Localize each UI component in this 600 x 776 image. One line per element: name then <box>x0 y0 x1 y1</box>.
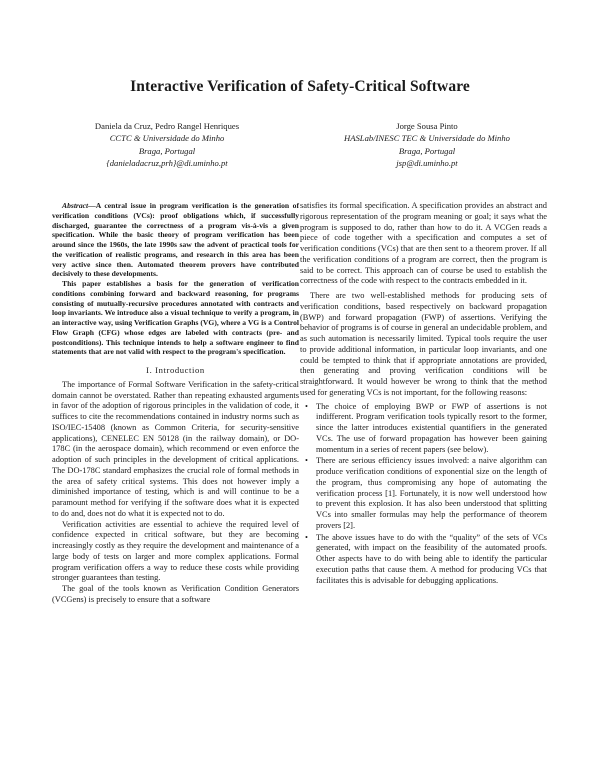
section-heading: I. Introduction <box>146 365 205 375</box>
abstract-paragraph-1 <box>52 201 299 279</box>
author-block-1 <box>52 120 282 170</box>
author-affiliation: HASLab/INESC TEC & Universidade do Minho <box>344 133 510 144</box>
author-block-2 <box>312 120 542 170</box>
author-affiliation: CCTC & Universidade do Minho <box>109 133 225 144</box>
list-item: • The choice of employing BWP or FWP of assertions is not indifferent. Program verification tools typically resort to the former, since the latter introduces existential quantifiers in the generated VCs. The use of forward propagation has however been gaining momentum in a series of recent papers (see below). <box>316 402 547 456</box>
intro-paragraph-2: Verification activities are essential to achieve the required level of confidence expected in critical software, but they are becoming increasingly costly as they require the development and maintenance of a large body of tests on larger and more complex applications. Formal program verification offers a way to reduce these costs while providing stronger guarantees than testing. <box>52 519 299 583</box>
abstract-paragraph-2: This paper establishes a basis for the generation of verification conditions combining forward and backward reasoning, for programs consisting of mutually-recursive procedures annotated with contracts and loop invariants. We introduce also a visual technique to verify a program, in an interactive way, using Verification Graphs (VG), where a VG is a Control Flow Graph (CFG) whose edges are labeled with contracts (pre- and postconditions). This technique intends to help a software engineer to find statements that are not valid with respect to the program's specification. <box>52 279 299 357</box>
list-item: • The above issues have to do with the “quality” of the sets of VCs generated, with impact on the feasibility of the automated proofs. Other aspects have to do with being able to identify the particular execution paths that cause them. A method for producing VCs that facilitates this is advisable for debugging applications. <box>316 533 547 587</box>
author-email: {danieladacruz,prh}@di.uminho.pt <box>106 158 228 169</box>
right-paragraph-1: satisfies its formal specification. A specification provides an abstract and rigorous representation of the program meaning or goal; it says what the program is supposed to do, rather than how to do it. A VCGen reads a piece of code together with a specification and computes a set of verification conditions (VCs) that are then sent to a theorem prover. If all the verification conditions of a program are correct, then the program is said to be correct. This approach can of course be used to establish the correctness of the code with respect to the contracts embedded in it. <box>300 201 547 286</box>
intro-paragraph-3: The goal of the tools known as Verification Condition Generators (VCGens) is precisely to ensure that a software <box>52 584 299 604</box>
abstract-label: Abstract <box>62 201 89 210</box>
author-name: Jorge Sousa Pinto <box>396 121 458 131</box>
reasons-list <box>300 402 547 587</box>
intro-paragraph-1: The importance of Formal Software Verification in the safety-critical domain cannot be overstated. Rather than repeating exhausted arguments in favor of the adoption of rigorous principles in the validation of code, it suffices to cite the recommendations contained in industry norms such as ISO/IEC-15408 (known as Common Criteria, for security-sensitive applications), CENELEC EN 50128 (in the railway domain), or DO-178C (in the aerospace domain), which recommend or even enforce the adoption of such principles in the development of critical applications. The DO-178C standard emphasizes the crucial role of formal methods in the area of safety critical systems. This does not however imply a diminished importance of testing, which is and will continue to be a paramount method for verifying if the software does what it is expected to do and, does not do what it is expected not to do. <box>52 379 299 518</box>
author-city: Braga, Portugal <box>138 145 196 156</box>
left-column <box>52 201 299 606</box>
abstract-text-1: —A central issue in program verification is the generation of verification conditions (VCs): proof obligations which, if successfully discharged, guarantee the correctness of a program vis-à-vis a given specification. While the basic theory of program verification has been around since the 1960s, the late 1990s saw the advent of practical tools for the verification of realistic programs, and research in this area has been very active since then. Automated theorem provers have contributed decisively to these developments. <box>52 201 299 279</box>
author-email: jsp@di.uminho.pt <box>396 158 458 169</box>
right-column <box>300 201 547 587</box>
paper-title: Interactive Verification of Safety-Critical Software <box>130 78 470 95</box>
list-item: • There are serious efficiency issues involved: a naive algorithm can produce verification conditions of exponential size on the length of the program, thus compromising any hope of automating the verification process [1]. Fortunately, it is now well understood how to prevent this explosion. It has also been understood that splitting VCs into smaller formulas may help the performance of theorem provers [2]. <box>316 456 547 531</box>
author-name: Daniela da Cruz, Pedro Rangel Henriques <box>94 121 240 131</box>
author-city: Braga, Portugal <box>398 145 456 156</box>
right-paragraph-2: There are two well-established methods for producing sets of verification conditions, based respectively on backward propagation (BWP) and forward propagation (FWP) of assertions. Verifying the behavior of programs is of course in general an undecidable problem, and as such automation is necessarily limited. Typical tools require the user to provide additional information, in particular loop invariants, and one could be tempted to think that if appropriate annotations are provided, then generating and proving verification conditions will be straightforward. It would however be wrong to think that the method used for generating VCs is not important, for the following reasons: <box>300 291 547 397</box>
